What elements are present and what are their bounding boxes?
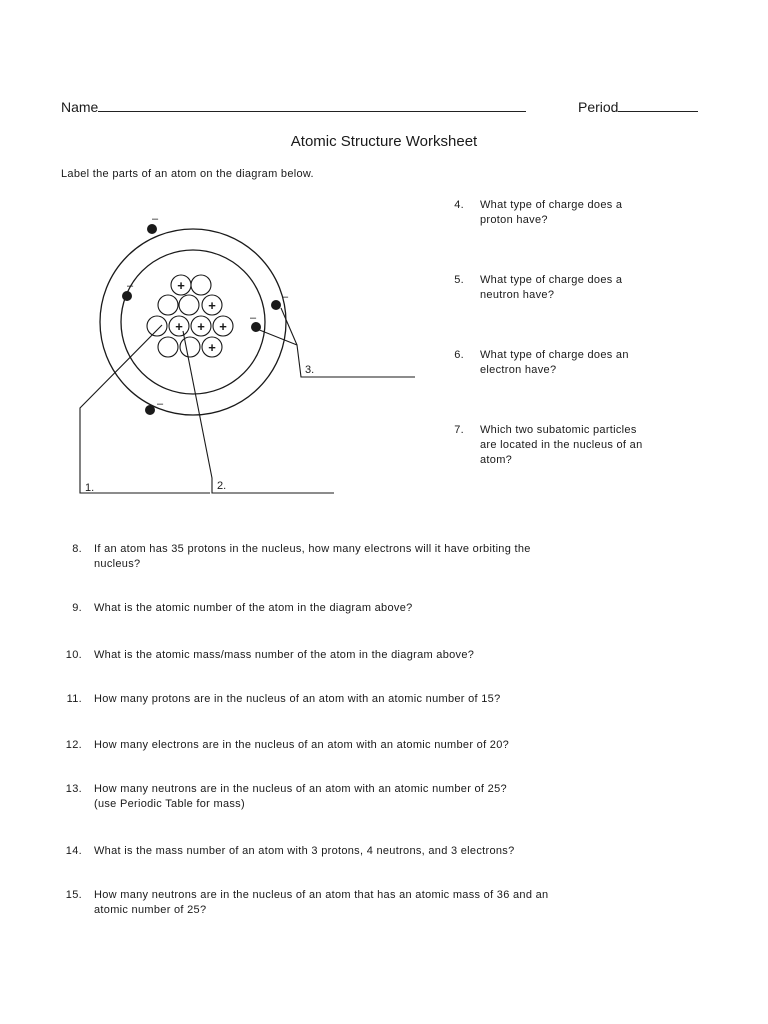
worksheet-title: Atomic Structure Worksheet bbox=[290, 133, 478, 150]
question-text: How many neutrons are in the nucleus of an atom with an atomic number of 25? bbox=[94, 783, 507, 795]
label-2: 2. bbox=[217, 480, 227, 492]
question-text: What type of charge does a bbox=[480, 199, 623, 211]
electron-minus-sign: – bbox=[157, 398, 164, 410]
electron-minus-sign: – bbox=[250, 312, 257, 324]
period-label: Period bbox=[578, 99, 619, 115]
proton-plus-sign: + bbox=[197, 319, 205, 334]
nucleus-particle bbox=[179, 295, 199, 315]
nucleus-particle bbox=[158, 295, 178, 315]
electron bbox=[147, 224, 157, 234]
question-number: 7. bbox=[454, 424, 464, 436]
question-text: What is the mass number of an atom with 3 protons, 4 neutrons, and 3 electrons? bbox=[94, 845, 515, 857]
question-text: Which two subatomic particles bbox=[480, 424, 637, 436]
proton-plus-sign: + bbox=[177, 278, 185, 293]
question-text: What is the atomic number of the atom in the diagram above? bbox=[94, 602, 413, 614]
label-3: 3. bbox=[305, 364, 315, 376]
electron bbox=[122, 291, 132, 301]
question-text: What type of charge does a bbox=[480, 274, 623, 286]
instruction-text: Label the parts of an atom on the diagram below. bbox=[61, 168, 314, 180]
question-text: How many neutrons are in the nucleus of an atom that has an atomic mass of 36 and an bbox=[94, 889, 549, 901]
electron-minus-sign: – bbox=[152, 213, 159, 225]
nucleus-particle bbox=[147, 316, 167, 336]
nucleus bbox=[147, 275, 233, 357]
question-text: atom? bbox=[480, 454, 513, 466]
question-text: proton have? bbox=[480, 214, 548, 226]
question-text: neutron have? bbox=[480, 289, 555, 301]
question-text: are located in the nucleus of an bbox=[480, 439, 643, 451]
proton-plus-sign: + bbox=[208, 298, 216, 313]
proton-plus-sign: + bbox=[175, 319, 183, 334]
electron-minus-sign: – bbox=[282, 291, 289, 303]
proton-plus-sign: + bbox=[219, 319, 227, 334]
question-text: electron have? bbox=[480, 364, 557, 376]
question-number: 14. bbox=[65, 845, 82, 857]
electron bbox=[145, 405, 155, 415]
question-number: 10. bbox=[65, 649, 82, 661]
question-text: (use Periodic Table for mass) bbox=[94, 798, 245, 810]
question-text: How many protons are in the nucleus of an atom with an atomic number of 15? bbox=[94, 693, 501, 705]
question-number: 12. bbox=[65, 739, 82, 751]
proton-plus-sign: + bbox=[208, 340, 216, 355]
question-number: 8. bbox=[72, 543, 82, 555]
question-text: What is the atomic mass/mass number of the atom in the diagram above? bbox=[94, 649, 475, 661]
question-number: 6. bbox=[454, 349, 464, 361]
question-number: 13. bbox=[65, 783, 82, 795]
electron-minus-sign: – bbox=[127, 280, 134, 292]
name-label: Name bbox=[61, 99, 99, 115]
question-text: How many electrons are in the nucleus of an atom with an atomic number of 20? bbox=[94, 739, 510, 751]
question-number: 15. bbox=[65, 889, 82, 901]
question-text: If an atom has 35 protons in the nucleus, how many electrons will it have orbiting the bbox=[94, 543, 531, 555]
nucleus-particle bbox=[191, 275, 211, 295]
question-text: atomic number of 25? bbox=[94, 904, 207, 916]
question-number: 4. bbox=[454, 199, 464, 211]
question-number: 5. bbox=[454, 274, 464, 286]
label-1: 1. bbox=[85, 482, 95, 494]
label-3-leader bbox=[252, 327, 415, 377]
electron bbox=[271, 300, 281, 310]
question-number: 9. bbox=[72, 602, 82, 614]
nucleus-particle bbox=[180, 337, 200, 357]
question-number: 11. bbox=[66, 693, 82, 705]
nucleus-particle bbox=[158, 337, 178, 357]
question-text: nucleus? bbox=[94, 558, 141, 570]
question-text: What type of charge does an bbox=[480, 349, 629, 361]
